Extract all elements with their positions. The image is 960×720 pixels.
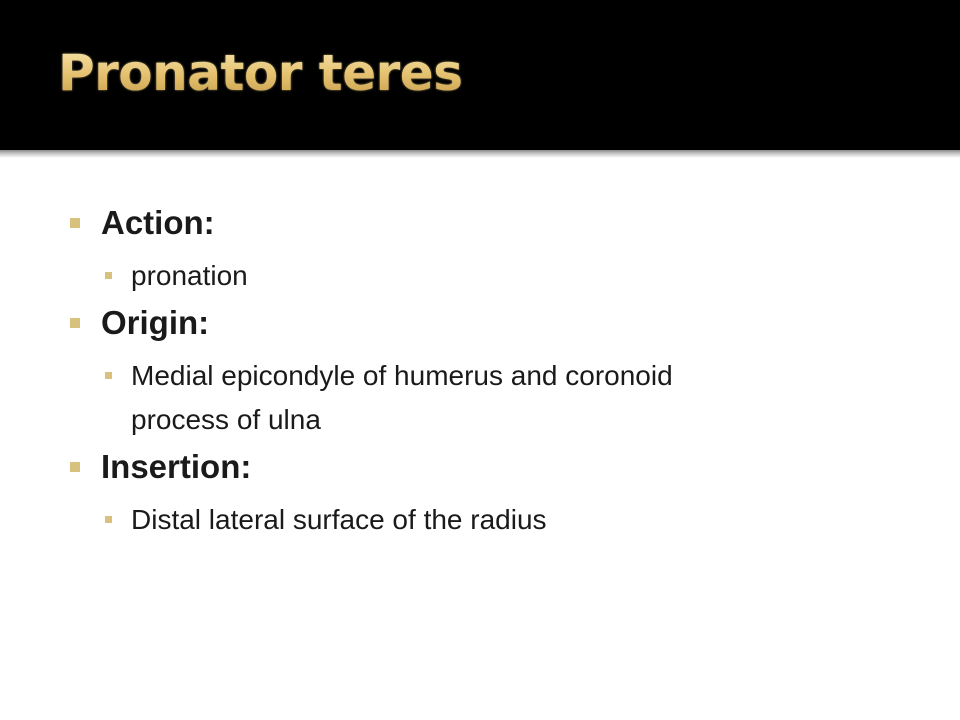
- bullet-insertion-detail: [70, 498, 900, 542]
- bullet-origin-detail: [70, 354, 900, 442]
- bullet-list: [70, 198, 900, 542]
- square-bullet-icon: [105, 516, 112, 523]
- bullet-label: pronation: [131, 260, 248, 291]
- square-bullet-icon: [70, 462, 80, 472]
- title-divider: [0, 150, 960, 158]
- square-bullet-icon: [70, 218, 80, 228]
- square-bullet-icon: [105, 272, 112, 279]
- bullet-label: [131, 354, 900, 442]
- bullet-label-line-2: process of ulna: [131, 404, 321, 435]
- bullet-origin-heading: [70, 298, 900, 348]
- slide-title: Pronator teres: [58, 44, 463, 102]
- square-bullet-icon: [70, 318, 80, 328]
- title-bar: [0, 0, 960, 150]
- bullet-label-line-1: Medial epicondyle of humerus and coronoid: [131, 360, 673, 391]
- bullet-insertion-heading: [70, 442, 900, 492]
- bullet-action-heading: [70, 198, 900, 248]
- bullet-action-detail: [70, 254, 900, 298]
- bullet-label: Origin:: [101, 304, 210, 341]
- bullet-label: Insertion:: [101, 448, 252, 485]
- bullet-label: Distal lateral surface of the radius: [131, 504, 547, 535]
- square-bullet-icon: [105, 372, 112, 379]
- bullet-label: Action:: [101, 204, 215, 241]
